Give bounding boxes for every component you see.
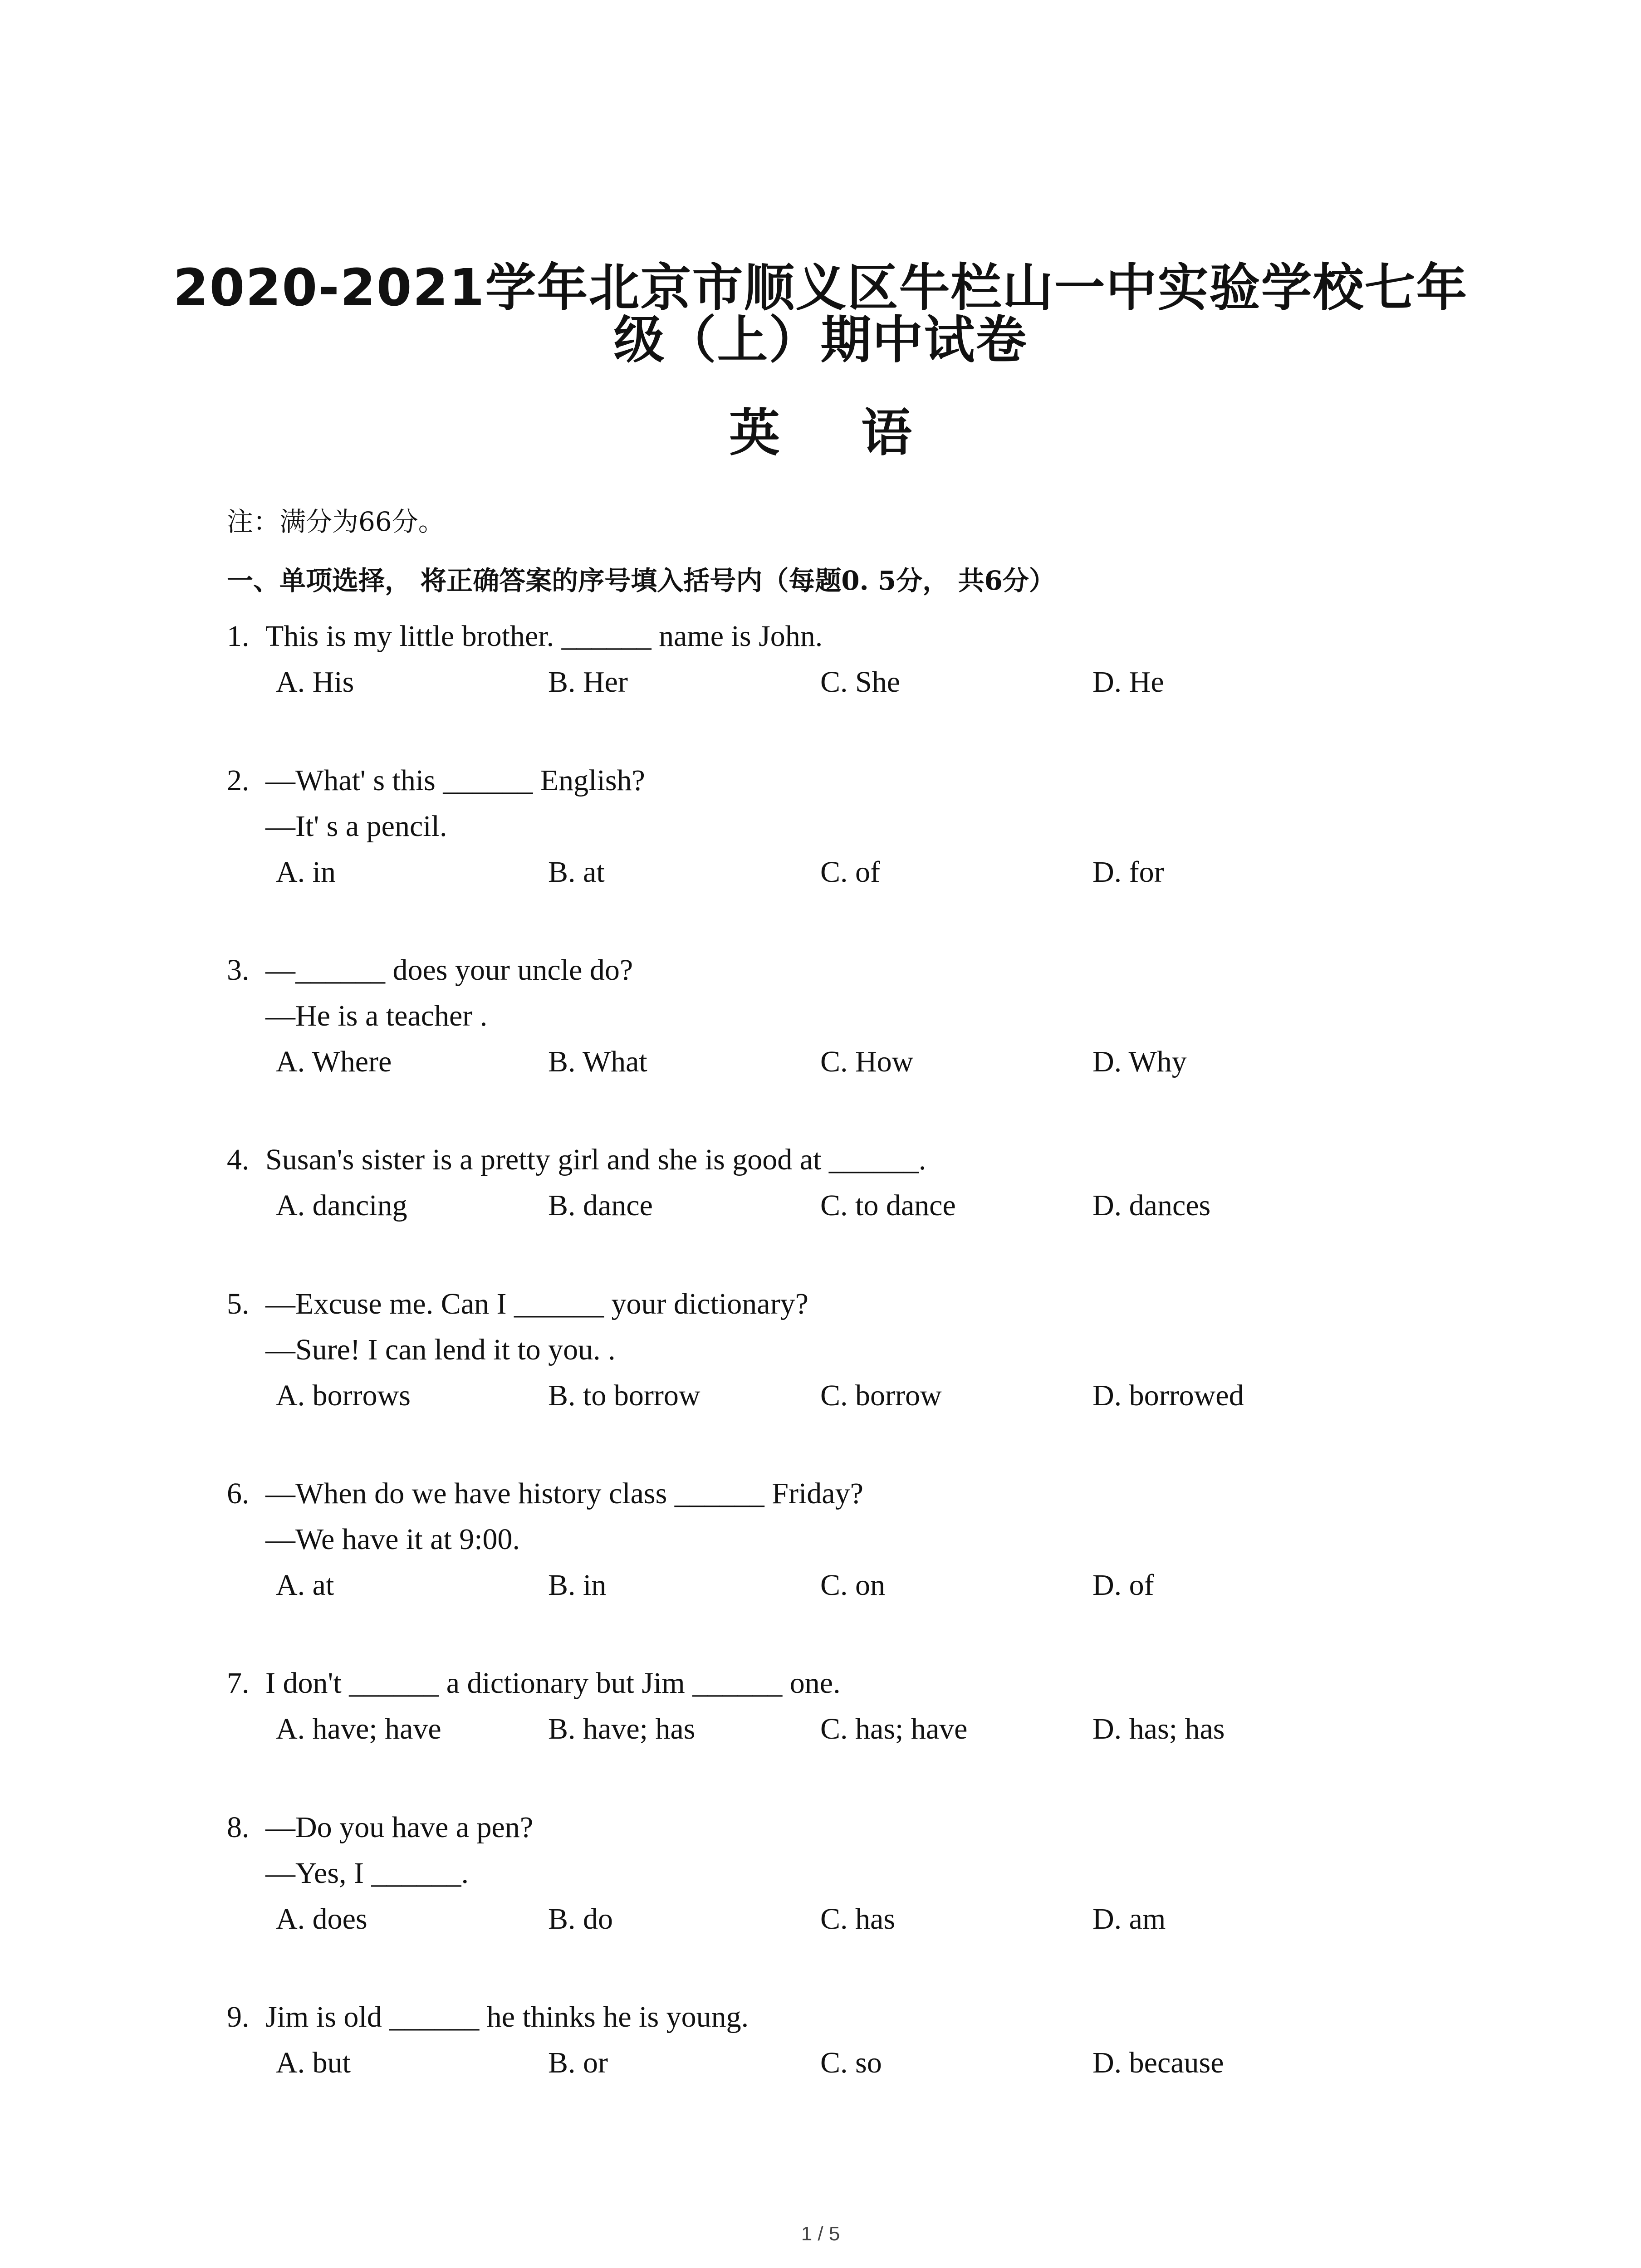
question-line (227, 1281, 1406, 1327)
option-c[interactable]: C. has; have (820, 1712, 968, 1745)
question-text: —Do you have a pen? (265, 1811, 534, 1844)
question-line (227, 993, 1406, 1039)
answer-text: —Yes, I ______. (265, 1857, 469, 1890)
option-b[interactable]: B. dance (548, 1189, 653, 1222)
option-a[interactable]: A. have; have (276, 1712, 441, 1745)
option-b[interactable]: B. to borrow (548, 1379, 700, 1412)
question-8 (227, 1804, 1406, 1942)
option-row (227, 2040, 1406, 2086)
option-d[interactable]: D. of (1092, 1569, 1154, 1602)
option-row (227, 849, 1406, 895)
question-5 (227, 1281, 1406, 1418)
question-line (227, 1850, 1406, 1896)
option-b[interactable]: B. in (548, 1569, 607, 1602)
answer-text: —We have it at 9:00. (265, 1523, 520, 1556)
question-text: —What' s this ______ English? (265, 764, 645, 797)
page-indicator: 1 / 5 (801, 2223, 840, 2245)
option-c[interactable]: C. borrow (820, 1379, 942, 1412)
question-number: 8. (227, 1811, 250, 1844)
option-d[interactable]: D. has; has (1092, 1712, 1225, 1745)
option-a[interactable]: A. dancing (276, 1189, 407, 1222)
question-number: 4. (227, 1143, 250, 1176)
question-line (227, 947, 1406, 993)
option-row (227, 1706, 1406, 1752)
question-number: 9. (227, 2000, 250, 2033)
question-2 (227, 758, 1406, 895)
option-d[interactable]: D. dances (1092, 1189, 1211, 1222)
question-number: 5. (227, 1287, 250, 1320)
question-1 (227, 613, 1406, 705)
option-c[interactable]: C. so (820, 2046, 882, 2079)
question-3 (227, 947, 1406, 1085)
question-9 (227, 1994, 1406, 2086)
option-d[interactable]: D. He (1092, 665, 1164, 699)
question-text: Jim is old ______ he thinks he is young. (265, 2000, 749, 2033)
exam-title-line-1: 2020-2021学年北京市顺义区牛栏山一中实验学校七年 (173, 259, 1468, 318)
option-d[interactable]: D. for (1092, 855, 1164, 889)
question-text: —______ does your uncle do? (265, 953, 633, 987)
option-c[interactable]: C. She (820, 665, 901, 699)
question-line (227, 1994, 1406, 2040)
subject-title: 英 语 (729, 404, 944, 463)
option-b[interactable]: B. have; has (548, 1712, 696, 1745)
question-number: 7. (227, 1667, 250, 1700)
option-b[interactable]: B. What (548, 1045, 647, 1078)
question-line (227, 613, 1406, 659)
question-line (227, 1804, 1406, 1850)
option-c[interactable]: C. to dance (820, 1189, 956, 1222)
option-row (227, 1562, 1406, 1608)
question-text: This is my little brother. ______ name is John. (265, 620, 823, 653)
option-d[interactable]: D. Why (1092, 1045, 1187, 1078)
question-7 (227, 1660, 1406, 1752)
score-note: 注：满分为66分。 (227, 506, 445, 537)
answer-text: —It' s a pencil. (265, 810, 447, 843)
question-text: —When do we have history class ______ Friday? (265, 1477, 863, 1510)
option-a[interactable]: A. in (276, 855, 336, 889)
question-line (227, 1327, 1406, 1373)
section-heading: 一、单项选择， 将正确答案的序号填入括号内（每题0. 5分， 共6分） (227, 565, 1055, 596)
option-a[interactable]: A. at (276, 1569, 334, 1602)
question-number: 1. (227, 620, 250, 653)
option-a[interactable]: A. but (276, 2046, 351, 2079)
question-text: I don't ______ a dictionary but Jim ______ one. (265, 1667, 841, 1700)
option-a[interactable]: A. does (276, 1902, 367, 1936)
option-row (227, 1373, 1406, 1418)
option-c[interactable]: C. How (820, 1045, 914, 1078)
option-c[interactable]: C. of (820, 855, 880, 889)
question-line (227, 803, 1406, 849)
question-line (227, 1660, 1406, 1706)
option-row (227, 1039, 1406, 1085)
question-line (227, 1137, 1406, 1183)
exam-title-line-2: 级（上）期中试卷 (613, 311, 1028, 370)
option-c[interactable]: C. has (820, 1902, 895, 1936)
question-text: Susan's sister is a pretty girl and she is good at ______. (265, 1143, 926, 1176)
question-line (227, 1516, 1406, 1562)
question-number: 3. (227, 953, 250, 987)
answer-text: —He is a teacher . (265, 999, 488, 1032)
question-text: —Excuse me. Can I ______ your dictionary? (265, 1287, 808, 1320)
option-row (227, 1896, 1406, 1942)
option-row (227, 1183, 1406, 1228)
option-a[interactable]: A. borrows (276, 1379, 411, 1412)
option-d[interactable]: D. borrowed (1092, 1379, 1244, 1412)
option-b[interactable]: B. at (548, 855, 605, 889)
question-6 (227, 1471, 1406, 1608)
option-a[interactable]: A. Where (276, 1045, 392, 1078)
option-b[interactable]: B. Her (548, 665, 628, 699)
question-line (227, 758, 1406, 803)
option-c[interactable]: C. on (820, 1569, 886, 1602)
option-d[interactable]: D. am (1092, 1902, 1166, 1936)
question-4 (227, 1137, 1406, 1228)
option-a[interactable]: A. His (276, 665, 354, 699)
question-line (227, 1471, 1406, 1516)
question-number: 6. (227, 1477, 250, 1510)
question-number: 2. (227, 764, 250, 797)
answer-text: —Sure! I can lend it to you. . (265, 1333, 616, 1366)
option-d[interactable]: D. because (1092, 2046, 1224, 2079)
option-row (227, 659, 1406, 705)
option-b[interactable]: B. or (548, 2046, 608, 2079)
option-b[interactable]: B. do (548, 1902, 613, 1936)
